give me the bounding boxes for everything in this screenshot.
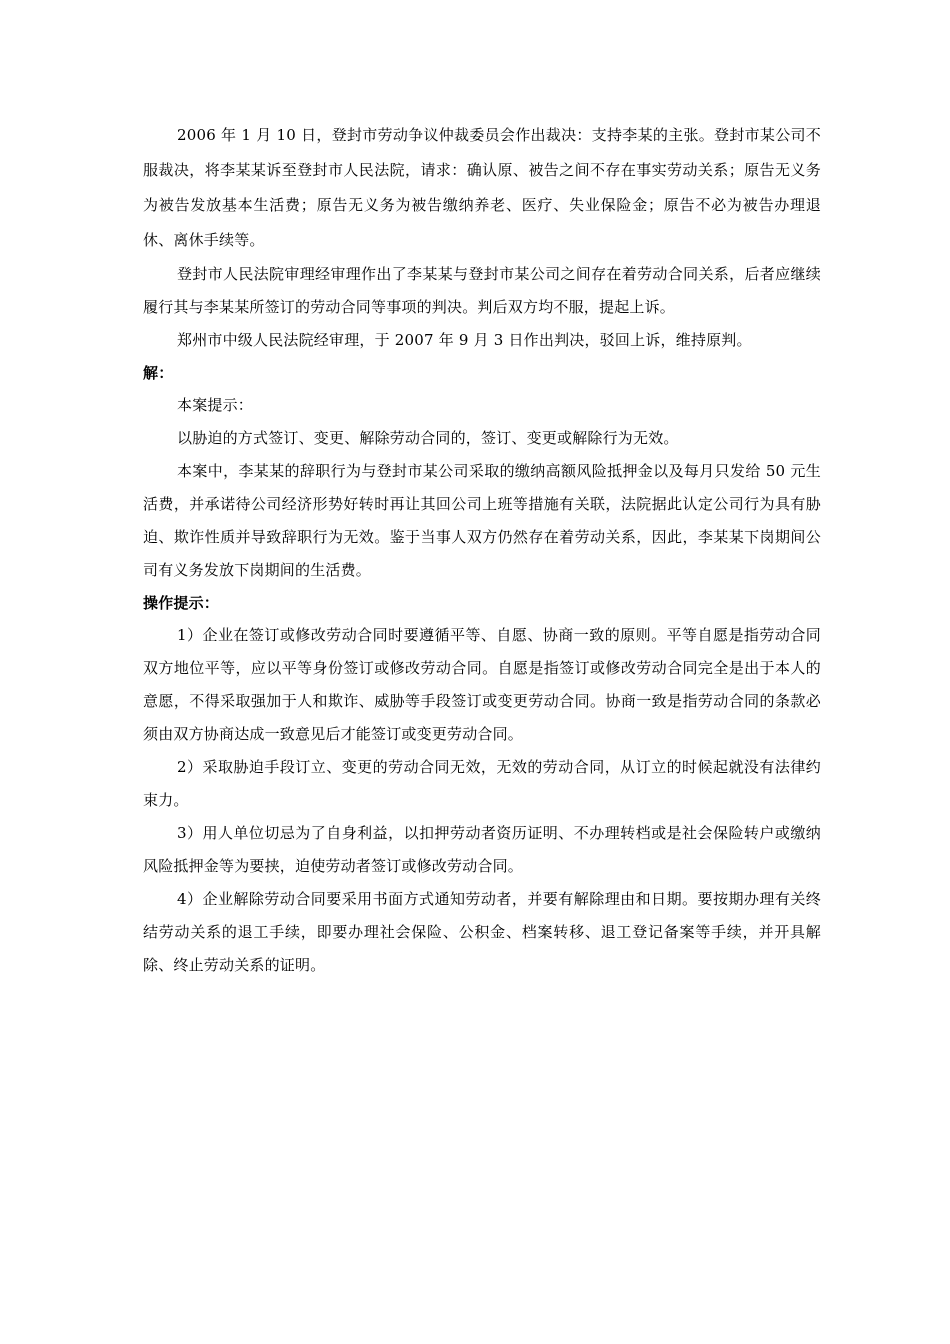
heading-operation-tips: 操作提示： (143, 594, 220, 612)
paragraph-court-judgment: 登封市人民法院审理经审理作出了李某某与登封市某公司之间存在着劳动合同关系，后者应继续履行其与李某某所签订的劳动合同等事项的判决。判后双方均不服，提起上诉。 (143, 265, 821, 316)
paragraph-appeal-judgment: 郑州市中级人民法院经审理，于 2007 年 9 月 3 日作出判决，驳回上诉，维持原判。 (177, 331, 752, 349)
paragraph-tip-1: 1）企业在签订或修改劳动合同时要遵循平等、自愿、协商一致的原则。平等自愿是指劳动合同双方地位平等，应以平等身份签订或修改劳动合同。自愿是指签订或修改劳动合同完全是出于本人的意愿，不得采取强加于人和欺诈、威胁等手段签订或变更劳动合同。协商一致是指劳动合同的条款必须由双方协商达成一致意见后才能签订或变更劳动合同。 (143, 626, 821, 743)
paragraph-tip-2: 2）采取胁迫手段订立、变更的劳动合同无效，无效的劳动合同，从订立的时候起就没有法律约束力。 (143, 758, 821, 809)
paragraph-case-analysis: 本案中，李某某的辞职行为与登封市某公司采取的缴纳高额风险抵押金以及每月只发给 50 元生活费，并承诺待公司经济形势好转时再让其回公司上班等措施有关联，法院据此认定公司行为具有胁迫、欺诈性质并导致辞职行为无效。鉴于当事人双方仍然存在着劳动关系，因此，李某某下岗期间公司有义务发放下岗期间的生活费。 (143, 462, 821, 579)
paragraph-tip-3: 3）用人单位切忌为了自身利益，以扣押劳动者资历证明、不办理转档或是社会保险转户或缴纳风险抵押金等为要挟，迫使劳动者签订或修改劳动合同。 (143, 824, 821, 875)
heading-solution: 解： (143, 364, 174, 382)
document-body (143, 118, 821, 982)
paragraph-case-hint-label: 本案提示： (177, 396, 254, 414)
paragraph-case-hint-rule: 以胁迫的方式签订、变更、解除劳动合同的，签订、变更或解除行为无效。 (177, 429, 679, 447)
paragraph-arbitration-ruling: 2006 年 1 月 10 日，登封市劳动争议仲裁委员会作出裁决：支持李某的主张。登封市某公司不服裁决，将李某某诉至登封市人民法院，请求：确认原、被告之间不存在事实劳动关系；原告无义务为被告发放基本生活费；原告无义务为被告缴纳养老、医疗、失业保险金；原告不必为被告办理退休、离休手续等。 (143, 126, 821, 249)
paragraph-tip-4: 4）企业解除劳动合同要采用书面方式通知劳动者，并要有解除理由和日期。要按期办理有关终结劳动关系的退工手续，即要办理社会保险、公积金、档案转移、退工登记备案等手续，并开具解除、终止劳动关系的证明。 (143, 890, 821, 974)
